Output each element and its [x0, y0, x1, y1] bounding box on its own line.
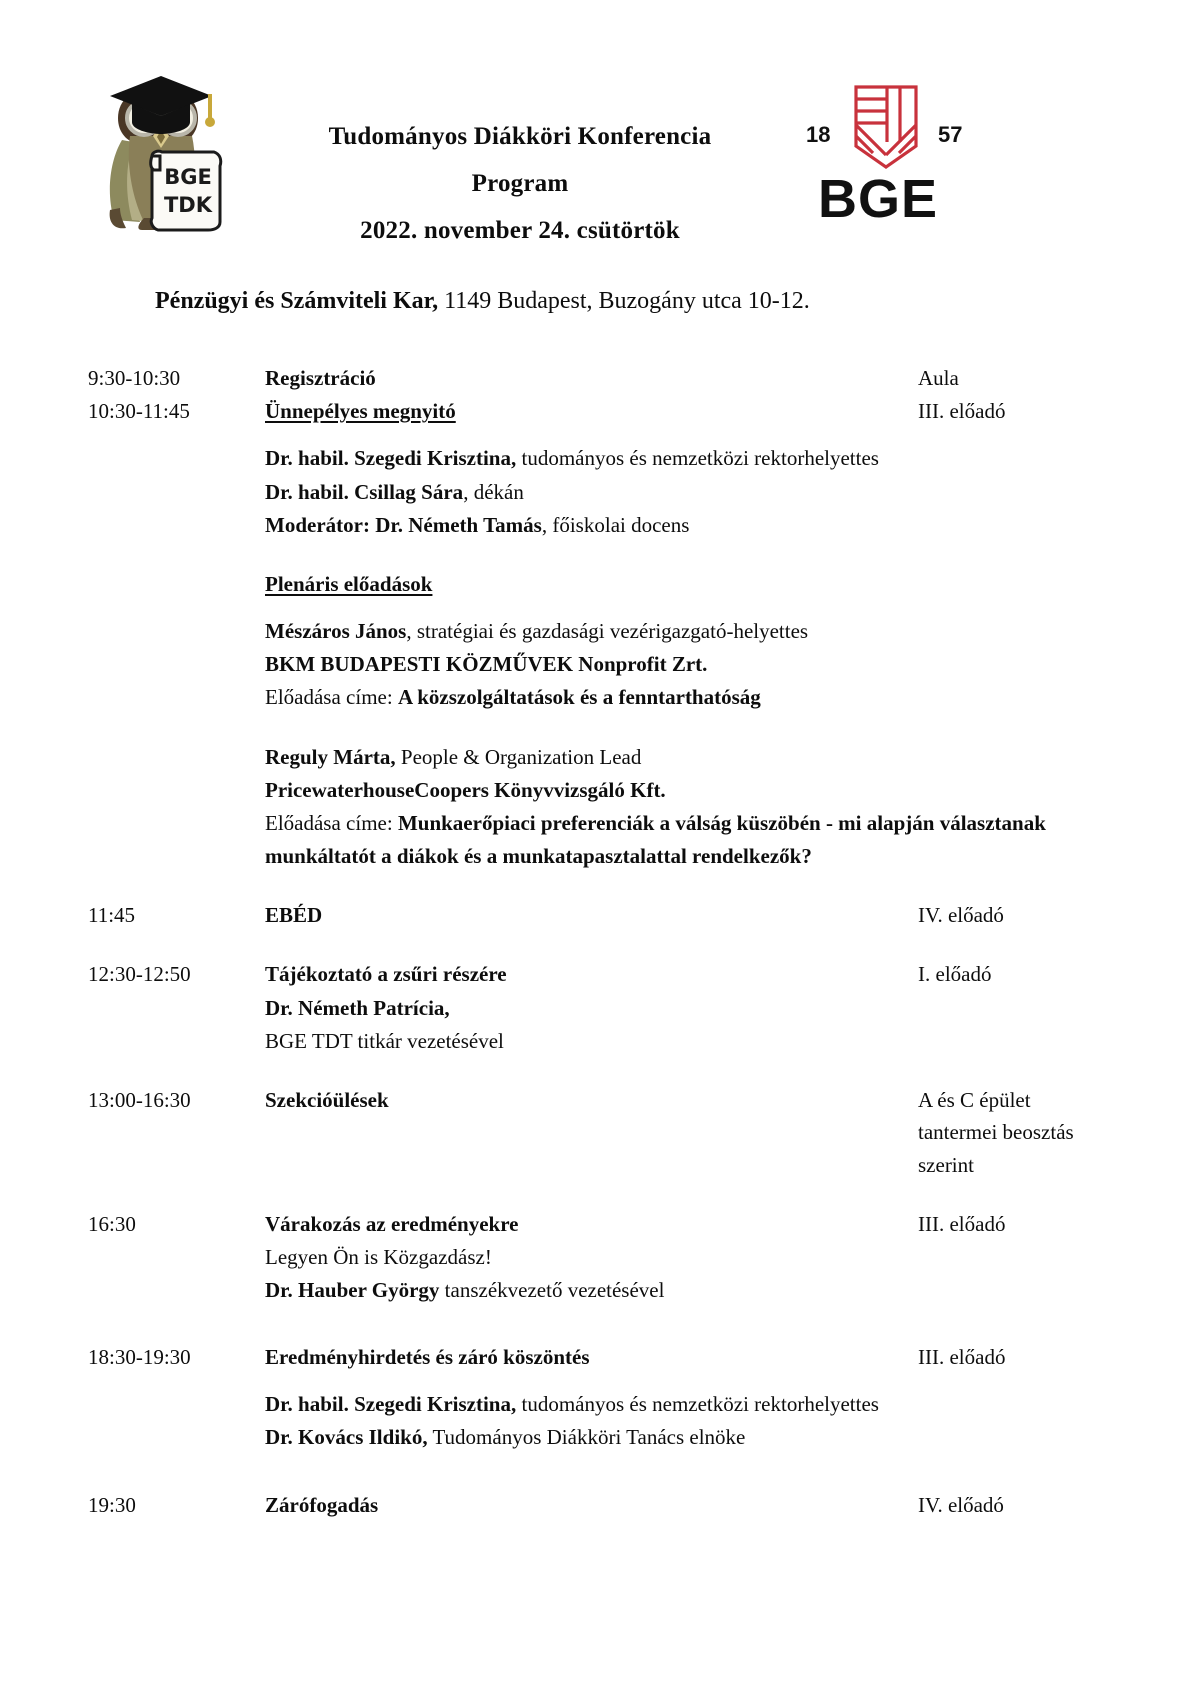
- conference-title: Tudományos Diákköri Konferencia: [328, 123, 712, 150]
- plenary-speaker-name: Reguly Márta,: [265, 744, 396, 769]
- talk-title-label: Előadása címe:: [265, 685, 398, 710]
- document-header: [0, 0, 1190, 265]
- detail-person-name: Dr. habil. Csillag Sára: [265, 479, 464, 504]
- row-location: IV. előadó: [918, 903, 1004, 928]
- row-title: Várakozás az eredményekre: [265, 1211, 519, 1236]
- row-location: III. előadó: [918, 399, 1006, 424]
- row-time: 13:00-16:30: [88, 1087, 191, 1112]
- schedule-row: [88, 899, 1098, 932]
- conference-title-block: [250, 124, 790, 243]
- detail-person-role: , főiskolai docens: [541, 512, 690, 537]
- row-time: 11:45: [88, 903, 136, 928]
- talk-title: Munkaerőpiaci preferenciák a válság küszöbén - mi alapján választanak munkáltatót a diákok és a munkatapasztalattal rendelkezők?: [265, 810, 1046, 869]
- row-location: I. előadó: [918, 962, 992, 987]
- row-location: III. előadó: [918, 1345, 1006, 1370]
- detail-person-name: Dr. habil. Szegedi Krisztina,: [265, 1392, 517, 1417]
- detail-person-name: Dr. Kovács Ildikó,: [265, 1425, 428, 1450]
- schedule-row: [88, 1208, 1098, 1308]
- schedule-row: [88, 1489, 1098, 1522]
- program-schedule: [88, 362, 1098, 1522]
- plenary-organization: PricewaterhouseCoopers Könyvvizsgáló Kft.: [265, 777, 666, 802]
- row-time: 9:30-10:30: [88, 366, 181, 390]
- detail-person-role: tudományos és nemzetközi rektorhelyettes: [521, 446, 879, 471]
- plenary-speaker-name: Mészáros János: [265, 619, 407, 644]
- plenary-speaker-role: People & Organization Lead: [395, 744, 642, 769]
- venue-address: 1149 Budapest, Buzogány utca 10-12.: [438, 288, 810, 314]
- row-time: 16:30: [88, 1211, 136, 1236]
- talk-title-label: Előadása címe:: [265, 810, 398, 835]
- row-location: A és C épület tantermei beosztás szerint: [918, 1087, 1074, 1178]
- row-time: 19:30: [88, 1492, 136, 1517]
- schedule-row: [88, 1084, 1098, 1182]
- bge-shield-icon: [853, 84, 919, 170]
- detail-person-role: tudományos és nemzetközi rektorhelyettes: [516, 1392, 879, 1417]
- detail-person-name: Dr. Hauber György: [265, 1277, 440, 1302]
- bge-institution-logo: [806, 84, 966, 234]
- plenary-heading: Plenáris előadások: [265, 571, 433, 596]
- bge-founding-year-prefix: 18: [806, 122, 831, 147]
- faculty-name: Pénzügyi és Számviteli Kar,: [155, 288, 439, 314]
- bge-wordmark: BGE: [818, 169, 939, 229]
- row-location: III. előadó: [918, 1211, 1006, 1236]
- schedule-row: [88, 362, 1098, 395]
- row-title: Tájékoztató a zsűri részére: [265, 962, 507, 987]
- row-time: 12:30-12:50: [88, 962, 191, 987]
- detail-person-role: , dékán: [463, 479, 524, 504]
- row-title: Szekcióülések: [265, 1087, 389, 1112]
- detail-note: Legyen Ön is Közgazdász!: [265, 1244, 492, 1269]
- event-date: 2022. november 24. csütörtök: [360, 217, 680, 244]
- detail-person-name: Dr. habil. Szegedi Krisztina,: [265, 446, 522, 471]
- bge-founding-year-suffix: 57: [938, 122, 963, 147]
- owl-scroll-line-2: TDK: [163, 193, 213, 217]
- row-location: Aula: [918, 366, 959, 390]
- talk-title: A közszolgáltatások és a fenntarthatóság: [397, 685, 761, 710]
- detail-person-role: BGE TDT titkár vezetésével: [265, 1028, 504, 1053]
- row-title: Ünnepélyes megnyitó: [265, 399, 456, 424]
- venue-line: [155, 288, 810, 315]
- detail-person-name: Moderátor: Dr. Németh Tamás: [265, 512, 542, 537]
- row-title: Zárófogadás: [265, 1492, 379, 1517]
- detail-person-role: tanszékvezető vezetésével: [439, 1277, 665, 1302]
- detail-person-name: Dr. Németh Patrícia,: [265, 995, 450, 1020]
- row-title: EBÉD: [265, 903, 323, 928]
- schedule-row: [88, 1341, 1098, 1455]
- bge-tdk-owl-logo: [92, 72, 228, 232]
- row-time: 10:30-11:45: [88, 399, 190, 424]
- document-subtitle: Program: [471, 170, 569, 197]
- row-title: Eredményhirdetés és záró köszöntés: [265, 1345, 590, 1370]
- detail-person-role: Tudományos Diákköri Tanács elnöke: [427, 1425, 746, 1450]
- owl-scroll-line-1: BGE: [164, 165, 212, 189]
- schedule-row: [88, 395, 1098, 873]
- plenary-organization: BKM BUDAPESTI KÖZMŰVEK Nonprofit Zrt.: [265, 652, 708, 677]
- schedule-row: [88, 958, 1098, 1058]
- plenary-speaker-role: , stratégiai és gazdasági vezérigazgató-helyettes: [406, 619, 809, 644]
- row-location: IV. előadó: [918, 1492, 1004, 1517]
- row-title: Regisztráció: [265, 366, 376, 390]
- row-time: 18:30-19:30: [88, 1345, 191, 1370]
